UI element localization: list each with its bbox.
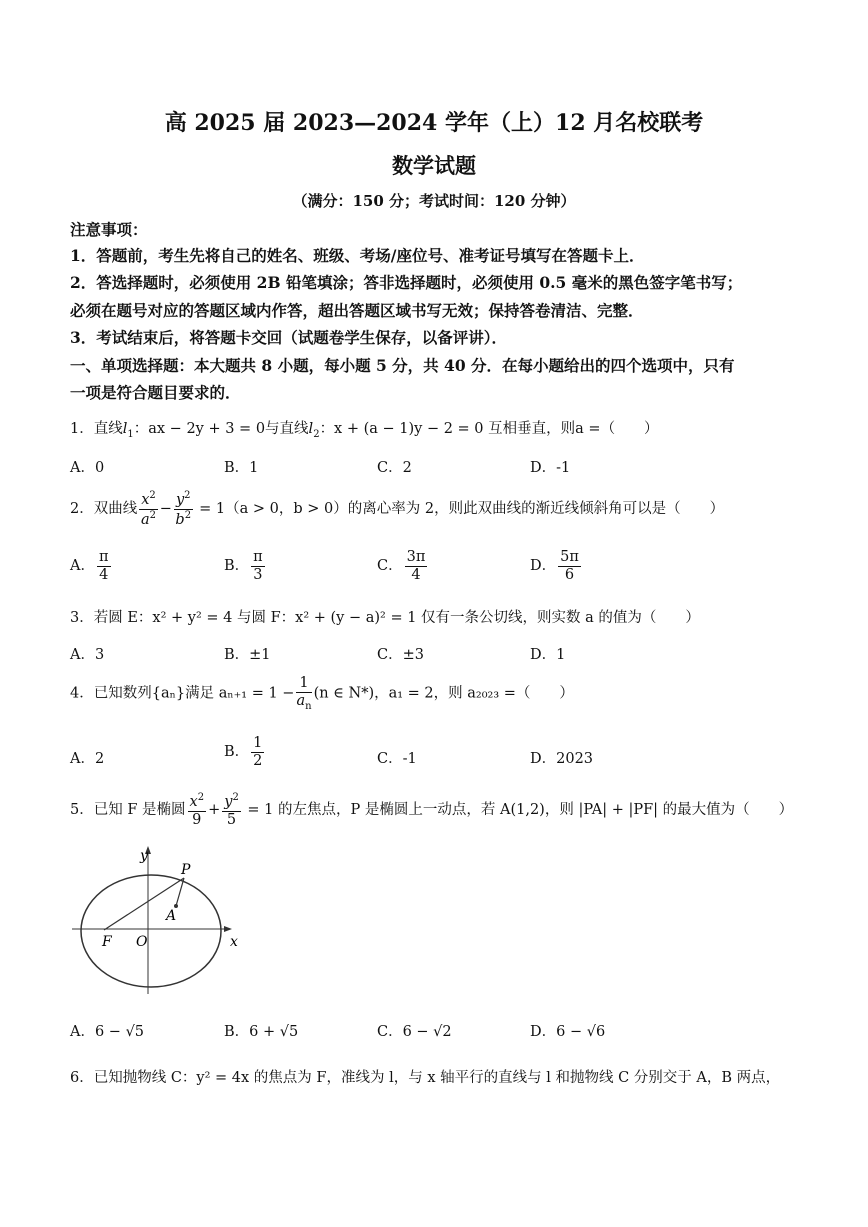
q4-option-b: B． $\frac{1}{2}$ bbox=[224, 735, 263, 769]
q2-option-b: B． $\frac{\pi}{3}$ bbox=[224, 549, 263, 583]
ellipse-figure bbox=[68, 842, 248, 1012]
q1-option-d: D．-1 bbox=[530, 460, 571, 476]
q5-option-b: B．6 + √5 bbox=[224, 1024, 299, 1040]
q5-text-1: 5．已知 F 是椭圆 bbox=[70, 802, 186, 819]
q1-equation-2: ：x + (a − 1)y − 2 = 0 bbox=[319, 421, 484, 437]
q1-number: 1． bbox=[70, 421, 94, 437]
q2-text-2: = 1（a > 0，b > 0）的离心率为 2，则此双曲线的渐近线倾斜角可以是（ ） bbox=[194, 501, 725, 517]
q2-option-c: C． $\frac{3\pi}{4}$ bbox=[377, 549, 426, 583]
q4-option-c: C．-1 bbox=[377, 751, 417, 767]
q3-option-c: C．±3 bbox=[377, 647, 424, 663]
notes-heading: 注意事项： bbox=[70, 220, 148, 239]
question-6: 6．已知抛物线 C：y² = 4x 的焦点为 F，准线为 l，与 x 轴平行的直线与 l 和抛物线 C 分别交于 A，B 两点， bbox=[70, 1070, 781, 1086]
ellipse bbox=[81, 875, 221, 987]
q1-text-1: 直线 bbox=[93, 421, 123, 437]
note-2b: 必须在题号对应的答题区域内作答，超出答题区域书写无效；保持答卷清洁、完整． bbox=[70, 301, 644, 320]
label-f: F bbox=[102, 934, 112, 950]
q2-option-a: A． $\frac{\pi}{4}$ bbox=[70, 549, 109, 583]
q1-option-b: B．1 bbox=[224, 460, 259, 476]
exam-meta: （满分：150 分；考试时间：120 分钟） bbox=[292, 192, 576, 210]
q1-equation-1: ：ax − 2y + 3 = 0 bbox=[133, 421, 266, 437]
q1-option-c: C．2 bbox=[377, 460, 412, 476]
question-3: 3．若圆 E：x² + y² = 4 与圆 F：x² + (y − a)² = 1 仅有一条公切线，则实数 a 的值为（ ） bbox=[70, 610, 700, 626]
label-a: A bbox=[166, 908, 177, 924]
label-p: P bbox=[181, 862, 191, 878]
q4-text-1: 4．已知数列{aₙ}满足 aₙ₊₁ = 1 − bbox=[70, 685, 295, 702]
section-heading-line2: 一项是符合题目要求的． bbox=[70, 383, 241, 402]
x-axis-arrow bbox=[224, 926, 232, 932]
q1-option-a: A．0 bbox=[70, 460, 105, 476]
label-o: O bbox=[136, 934, 148, 950]
q5-option-d: D．6 − √6 bbox=[530, 1024, 606, 1040]
note-2a: 2．答选择题时，必须使用 2B 铅笔填涂；答非选择题时，必须使用 0.5 毫米的黑色签字笔书写； bbox=[70, 273, 743, 292]
q4-option-d: D．2023 bbox=[530, 751, 594, 767]
q2-frac-x: $\frac{x^2}{a^2}$ bbox=[141, 490, 157, 528]
q4-text-2: (n ∈ N*)，a₁ = 2，则 a₂₀₂₃ =（ ） bbox=[313, 685, 574, 702]
q1-text-2: 与直线 bbox=[265, 421, 309, 437]
q1-text-3: 互相垂直，则 bbox=[488, 421, 576, 437]
question-2: 2．双曲线 $\frac{x^2}{a^2}$ − $\frac{y^2}{b^2}$ = 1（a > 0，b > 0）的离心率为 2，则此双曲线的渐近线倾斜角可以是（ ） bbox=[70, 490, 725, 528]
question-4: 4．已知数列{aₙ}满足 aₙ₊₁ = 1 − $\frac{1}{a_n}$ (n ∈ N*)，a₁ = 2，则 a₂₀₂₃ =（ ） bbox=[70, 675, 574, 712]
q2-option-d: D． $\frac{5\pi}{6}$ bbox=[530, 549, 579, 583]
q5-option-c: C．6 − √2 bbox=[377, 1024, 452, 1040]
section-heading-line1: 一、单项选择题：本大题共 8 小题，每小题 5 分，共 40 分．在每小题给出的四个选项中，只有 bbox=[70, 356, 735, 375]
q1-text-4: a = bbox=[575, 421, 601, 437]
label-x: x bbox=[230, 934, 238, 950]
label-y: y bbox=[140, 848, 148, 864]
question-1: 1．直线$l_1$：ax − 2y + 3 = 0与直线$l_2$：x + (a − 1)y − 2 = 0 互相垂直，则a =（ ） bbox=[70, 421, 659, 440]
exam-title: 高 2025 届 2023—2024 学年（上）12 月名校联考 bbox=[164, 110, 704, 136]
q5-text-2: = 1 的左焦点，P 是椭圆上一动点，若 A(1,2)，则 |PA| + |PF| 的最大值为（ ） bbox=[242, 802, 794, 819]
q3-option-d: D．1 bbox=[530, 647, 566, 663]
note-1: 1．答题前，考生先将自己的姓名、班级、考场/座位号、准考证号填写在答题卡上． bbox=[70, 246, 645, 265]
q5-option-a: A．6 − √5 bbox=[70, 1024, 145, 1040]
q3-option-b: B．±1 bbox=[224, 647, 271, 663]
note-3: 3．考试结束后，将答题卡交回（试题卷学生保存，以备评讲）． bbox=[70, 328, 508, 347]
q2-text-1: 双曲线 bbox=[93, 501, 138, 517]
exam-subtitle: 数学试题 bbox=[392, 153, 476, 178]
q2-frac-y: $\frac{y^2}{b^2}$ bbox=[175, 490, 192, 528]
q4-option-a: A．2 bbox=[70, 751, 105, 767]
q3-option-a: A．3 bbox=[70, 647, 105, 663]
q1-paren: （ ） bbox=[600, 421, 659, 437]
question-5: 5．已知 F 是椭圆 $\frac{x^2}{9}$ + $\frac{y^2}{5}$ = 1 的左焦点，P 是椭圆上一动点，若 A(1,2)，则 |PA| + |PF| 的最大值为（ ） bbox=[70, 792, 794, 828]
